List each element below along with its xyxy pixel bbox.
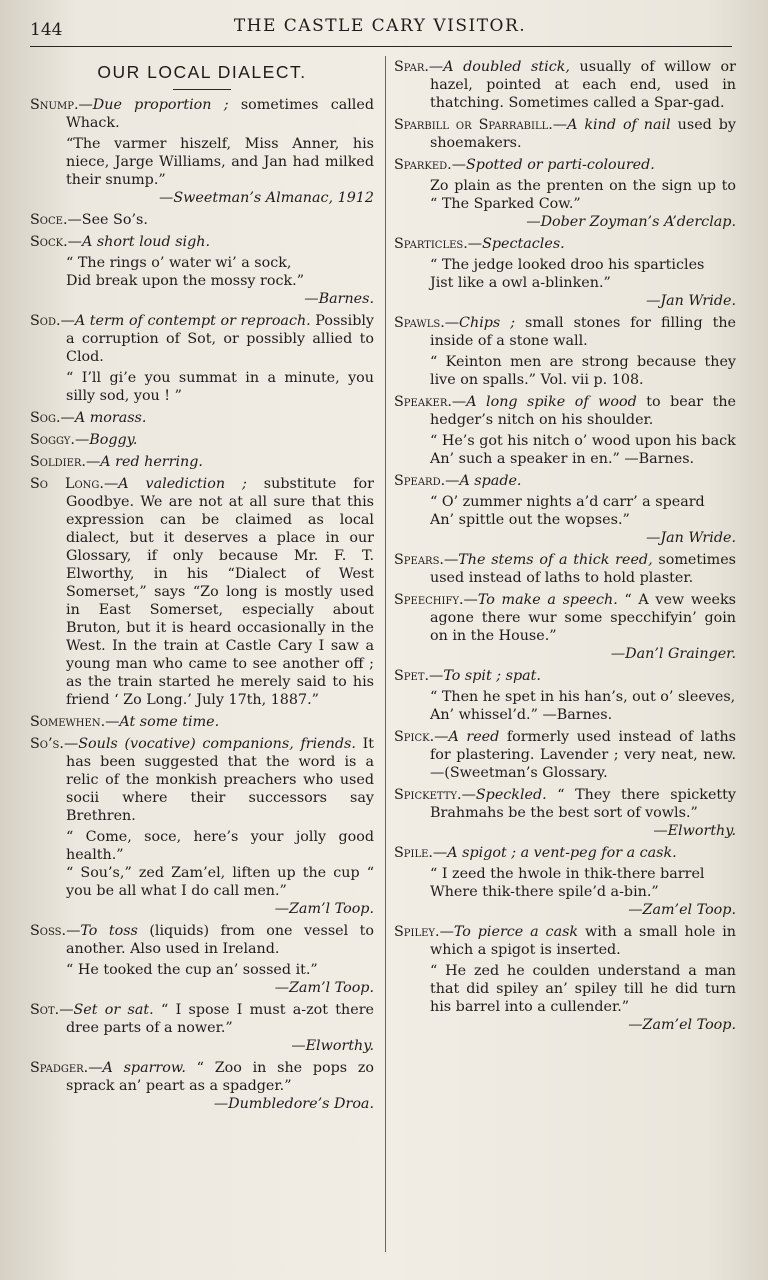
sense: A doubled stick, (443, 59, 570, 75)
entry-definition: So Long.—A valediction ; substitute for Goodbye. We are not at all sure that this expression can be claimed as local dialect, but it deserves a place in our Glossary, if only because Mr. F. T. Elworthy, in his “Dialect of West Somerset,” says “Zo long is mostly used in East Somerset, especially about Bruton, but it is heard occasionally in the West. In the train at Castle Cary I saw a young man who came to see another off ; as the train started he merely said to his friend ‘ Zo Long.’ July 17th, 1887.” (30, 476, 374, 708)
headword: Spicketty. (394, 787, 462, 803)
dialect-entry (30, 1059, 374, 1113)
sense: A spade. (459, 473, 522, 489)
citation: —Jan Wride. (646, 293, 736, 309)
headword: Spar. (394, 59, 429, 75)
citation-source: Jan Wride. (660, 293, 736, 309)
page-header (0, 0, 768, 52)
sense: Boggy. (89, 432, 138, 448)
sense: A short loud sigh. (81, 234, 211, 250)
column-divider (385, 56, 386, 1252)
definition-text: formerly used instead of laths for plastering. Lavender ; very neat, new. —(Sweetman’s Glossary. (430, 729, 736, 781)
definition-text: “ I spose I must a-zot there dree parts of a nower.” (66, 1002, 374, 1036)
entry-definition: Spears.—The stems of a thick reed, sometimes used instead of laths to hold plaster. (394, 552, 736, 586)
headword: Soce. (30, 212, 68, 228)
citation-source: Dan’l Grainger. (625, 646, 736, 662)
quotation-line: “ He’s got his nitch o’ wood upon his back (430, 433, 736, 449)
entry-definition: Sock.—A short loud sigh. (30, 234, 211, 250)
entry-definition: Soss.—To toss (liquids) from one vessel to another. Also used in Ireland. (30, 923, 375, 957)
dialect-entry (394, 393, 736, 468)
definition-text: See So’s. (81, 212, 148, 228)
entry-definition: So’s.—Souls (vocative) companions, friends. It has been suggested that the word is a relic of the monkish preachers who used socii where their successors say Brethren. (30, 736, 375, 824)
definition-text: substitute for Goodbye. We are not at all sure that this expression can be claimed as local dialect, but it deserves a place in our Glossary, if only because Mr. F. T. Elworthy, in his “Dialect of West Somerset,” says “Zo long is mostly used in East Somerset, especially about Bruton, but it is heard occasionally in the West. In the train at Castle Cary I saw a young man who came to see another off ; as the train started he merely said to his friend ‘ Zo Long.’ July 17th, 1887.” (66, 476, 374, 708)
headword: Sparticles. (394, 236, 468, 252)
headword: Spears. (394, 552, 444, 568)
citation-source: Elworthy. (667, 823, 736, 839)
headword: So’s. (30, 736, 64, 752)
quotation (394, 493, 736, 529)
citation: —Zam’el Toop. (628, 902, 736, 918)
dialect-entry (394, 844, 736, 919)
dialect-entry (394, 235, 736, 310)
definition-text: small stones for filling the inside of a stone wall. (430, 315, 736, 349)
sense: A reed (448, 729, 500, 745)
headword: Sock. (30, 234, 68, 250)
entry-definition: Spawls.—Chips ; small stones for filling the inside of a stone wall. (394, 315, 736, 349)
entry-definition: Spile.—A spigot ; a vent-peg for a cask. (394, 845, 677, 861)
quotation-line: “ Then he spet in his han’s, out o’ sleeves, (430, 689, 736, 705)
citation-source: Sweetman’s Almanac, 1912 (173, 190, 374, 206)
quotation (394, 688, 736, 724)
dialect-entry (394, 116, 736, 152)
citation: —Sweetman’s Almanac, 1912 (159, 190, 374, 206)
entry-definition: Spick.—A reed formerly used instead of laths for plastering. Lavender ; very neat, new. —(Sweetman’s Glossary. (394, 729, 736, 781)
quotation-line: Did break upon the mossy rock.” (66, 273, 305, 289)
headword: Soggy. (30, 432, 75, 448)
quotation (30, 369, 374, 405)
sense: A spigot ; a vent-peg for a cask. (447, 845, 677, 861)
citation-source: Dober Zoyman’s A’derclap. (540, 214, 736, 230)
citation-source: Dumbledore’s Droa. (228, 1096, 374, 1112)
entry-definition: Speechify.—To make a speech. “ A vew weeks agone there wur some specchifyin’ goin on in the House.” (394, 592, 736, 644)
sense: Set or sat. (73, 1002, 154, 1018)
citation-source: Zam’el Toop. (642, 902, 736, 918)
sense: A term of contempt or reproach. (74, 313, 311, 329)
definition-text: used by shoemakers. (430, 117, 736, 151)
entry-definition: Spar.—A doubled stick, usually of willow or hazel, pointed at each end, used in thatching. Sometimes called a Spar-gad. (394, 59, 736, 111)
quotation-line: An’ whissel’d.” —Barnes. (430, 707, 613, 723)
entry-definition: Sog.—A morass. (30, 410, 147, 426)
quotation (30, 254, 374, 290)
dialect-entry (394, 472, 736, 547)
sense: A morass. (74, 410, 147, 426)
citation: —Elworthy. (653, 823, 736, 839)
section-title: OUR LOCAL DIALECT. (97, 62, 307, 82)
headword: Speechify. (394, 592, 464, 608)
headword: Spet. (394, 668, 430, 684)
dialect-entry (394, 156, 736, 231)
quotation (30, 828, 374, 900)
headword: Sod. (30, 313, 61, 329)
definition-text: sometimes used instead of laths to hold plaster. (430, 552, 736, 586)
quotation-line: “ I’ll gi’e you summat in a minute, you silly sod, you ! ” (66, 370, 374, 404)
quotation-line: Where thik-there spile’d a-bin.” (430, 884, 659, 900)
sense: Spectacles. (482, 236, 565, 252)
quotation (394, 432, 736, 468)
headword: So Long. (30, 476, 104, 492)
citation: —Zam’l Toop. (274, 901, 374, 917)
citation-source: Zam’l Toop. (288, 980, 374, 996)
quotation (394, 353, 736, 389)
citation: —Dumbledore’s Droa. (213, 1096, 374, 1112)
definition-text: with a small hole in which a spigot is inserted. (430, 924, 736, 958)
definition-text: “ A vew weeks agone there wur some specchifyin’ goin on in the House.” (430, 592, 736, 644)
quotation-line: “ Sou’s,” zed Zam’el, liften up the cup “ you be all what I do call men.” (66, 865, 374, 899)
dialect-entry (30, 475, 374, 709)
dialect-entry (30, 1001, 374, 1055)
headword: Speard. (394, 473, 446, 489)
quotation-line: “ He tooked the cup an’ sossed it.” (66, 962, 318, 978)
citation: —Elworthy. (291, 1038, 374, 1054)
dialect-entry (394, 314, 736, 389)
dialect-entry (30, 312, 374, 405)
quotation-line: “ The jedge looked droo his sparticles (430, 257, 705, 273)
running-title: THE CASTLE CARY VISITOR. (233, 16, 527, 36)
dialect-entry (30, 409, 374, 427)
dialect-entry (30, 96, 374, 207)
quotation (394, 962, 736, 1016)
dialect-entry (30, 453, 374, 471)
dialect-entry (30, 431, 374, 449)
sense: To spit ; spat. (443, 668, 541, 684)
definition-text: “ Zoo in she pops zo sprack an’ peart as a spadger.” (66, 1060, 374, 1094)
citation-source: Jan Wride. (660, 530, 736, 546)
sense: A valediction ; (118, 476, 247, 492)
entry-definition: Sot.—Set or sat. “ I spose I must a-zot there dree parts of a nower.” (30, 1002, 374, 1036)
entry-definition: Sparked.—Spotted or parti-coloured. (394, 157, 655, 173)
entry-definition: Somewhen.—At some time. (30, 714, 220, 730)
quotation-line: “The varmer hiszelf, Miss Anner, his niece, Jarge Williams, and Jan had milked their snump.” (66, 136, 374, 188)
sense: Speckled. (475, 787, 547, 803)
definition-text: usually of willow or hazel, pointed at each end, used in thatching. Sometimes called a Spar-gad. (430, 59, 736, 111)
sense: A red herring. (100, 454, 203, 470)
entry-definition: Sod.—A term of contempt or reproach. Possibly a corruption of Sot, or possibly allied to Clod. (30, 313, 375, 365)
citation: —Barnes. (304, 291, 374, 307)
quotation (394, 865, 736, 901)
entry-definition: Spiley.—To pierce a cask with a small hole in which a spigot is inserted. (394, 924, 736, 958)
page-number: 144 (30, 20, 63, 40)
quotation-line: “ The rings o’ water wi’ a sock, (66, 255, 292, 271)
headword: Somewhen. (30, 714, 106, 730)
citation: —Jan Wride. (646, 530, 736, 546)
dialect-entry (30, 233, 374, 308)
definition-text: Possibly a corruption of Sot, or possibly allied to Clod. (66, 313, 375, 365)
sense: Due proportion ; (92, 97, 229, 113)
definition-text: sometimes called Whack. (66, 97, 374, 131)
quotation (30, 135, 374, 189)
header-rule (30, 46, 732, 47)
headword: Soldier. (30, 454, 86, 470)
sense: Spotted or parti-coloured. (466, 157, 655, 173)
dialect-entry (394, 591, 736, 663)
dialect-entry (30, 922, 374, 997)
headword: Sparbill or Sparrabill. (394, 117, 553, 133)
headword: Sot. (30, 1002, 60, 1018)
sense: To toss (80, 923, 138, 939)
dialect-entry (394, 551, 736, 587)
definition-text: (liquids) from one vessel to another. Also used in Ireland. (66, 923, 375, 957)
definition-text: It has been suggested that the word is a relic of the monkish preachers who used socii where their successors say Brethren. (66, 736, 375, 824)
quotation-line: “ I zeed the hwole in thik-there barrel (430, 866, 705, 882)
headword: Speaker. (394, 394, 452, 410)
entry-definition: Speard.—A spade. (394, 473, 522, 489)
quotation-line: “ He zed he coulden understand a man that did spiley an’ spiley till he did turn his barrel into a cullender.” (430, 963, 736, 1015)
definition-text: “ They there spicketty Brahmahs be the best sort of vowls.” (430, 787, 736, 821)
citation-source: Zam’l Toop. (288, 901, 374, 917)
headword: Soss. (30, 923, 67, 939)
entry-definition: Sparbill or Sparrabill.—A kind of nail used by shoemakers. (394, 117, 736, 151)
sense: The stems of a thick reed, (458, 552, 653, 568)
dialect-entry (30, 735, 374, 918)
headword: Spawls. (394, 315, 445, 331)
entry-definition: Soce.—See So’s. (30, 212, 148, 228)
quotation-line: “ O’ zummer nights a’d carr’ a speard (430, 494, 705, 510)
dialect-entry (394, 786, 736, 840)
sense: A sparrow. (102, 1060, 186, 1076)
title-rule (173, 89, 231, 90)
entry-definition: Soldier.—A red herring. (30, 454, 203, 470)
entry-definition: Spadger.—A sparrow. “ Zoo in she pops zo sprack an’ peart as a spadger.” (30, 1060, 374, 1094)
quotation-line: An’ such a speaker in en.” —Barnes. (430, 451, 695, 467)
entry-definition: Speaker.—A long spike of wood to bear the hedger’s nitch on his shoulder. (394, 394, 736, 428)
citation: —Dober Zoyman’s A’derclap. (526, 214, 736, 230)
entry-definition: Spicketty.—Speckled. “ They there spicketty Brahmahs be the best sort of vowls.” (394, 787, 736, 821)
entry-definition: Sparticles.—Spectacles. (394, 236, 565, 252)
dialect-entry (394, 667, 736, 724)
quotation (394, 256, 736, 292)
headword: Spiley. (394, 924, 440, 940)
headword: Spile. (394, 845, 433, 861)
quotation-line: Zo plain as the prenten on the sign up to “ The Sparked Cow.” (430, 178, 736, 212)
citation: —Dan’l Grainger. (610, 646, 736, 662)
quotation-line: Jist like a owl a-blinken.” (430, 275, 611, 291)
dialect-entry (394, 923, 736, 1034)
quotation (30, 961, 374, 979)
dialect-entry (394, 58, 736, 112)
sense: To make a speech. (477, 592, 618, 608)
headword: Spadger. (30, 1060, 89, 1076)
dialect-entry (394, 728, 736, 782)
quotation-line: An’ spittle out the wopses.” (430, 512, 630, 528)
citation: —Zam’el Toop. (628, 1017, 736, 1033)
headword: Sog. (30, 410, 61, 426)
headword: Sparked. (394, 157, 452, 173)
sense: At some time. (119, 714, 220, 730)
quotation-line: “ Come, soce, here’s your jolly good health.” (66, 829, 374, 863)
citation-source: Barnes. (318, 291, 374, 307)
entry-definition: Spet.—To spit ; spat. (394, 668, 541, 684)
quotation-line: “ Keinton men are strong because they live on spalls.” Vol. vii p. 108. (430, 354, 736, 388)
citation-source: Elworthy. (305, 1038, 374, 1054)
sense: Chips ; (459, 315, 516, 331)
dialect-entry (30, 713, 374, 731)
entry-definition: Soggy.—Boggy. (30, 432, 138, 448)
citation: —Zam’l Toop. (274, 980, 374, 996)
headword: Spick. (394, 729, 435, 745)
dialect-entry (30, 211, 374, 229)
sense: Souls (vocative) companions, friends. (78, 736, 356, 752)
left-column (30, 58, 380, 1260)
sense: A long spike of wood (466, 394, 637, 410)
entry-definition: Snump.—Due proportion ; sometimes called Whack. (30, 97, 374, 131)
sense: A kind of nail (567, 117, 671, 133)
citation-source: Zam’el Toop. (642, 1017, 736, 1033)
definition-text: to bear the hedger’s nitch on his shoulder. (430, 394, 736, 428)
headword: Snump. (30, 97, 79, 113)
quotation (394, 177, 736, 213)
right-column (394, 58, 736, 1260)
sense: To pierce a cask (453, 924, 579, 940)
